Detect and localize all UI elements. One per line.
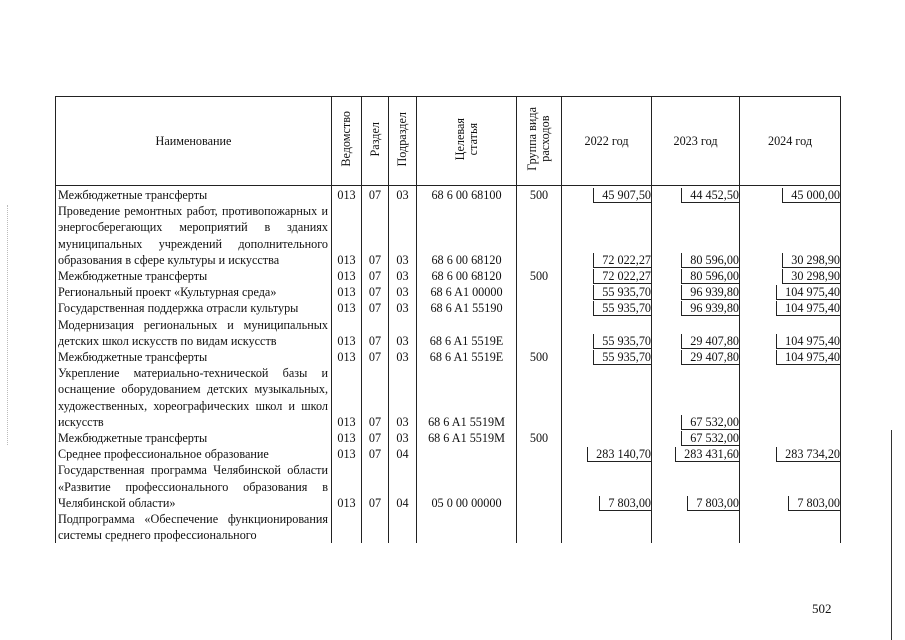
row-podrazdel: 03 (389, 317, 417, 349)
table-row (56, 430, 841, 446)
table-row (56, 284, 841, 300)
row-name: Подпрограмма «Обеспечение функционирования системы среднего профессионального (56, 511, 332, 543)
row-amount-2022 (562, 511, 652, 543)
row-expense-group: 500 (517, 349, 562, 365)
row-target-article: 68 6 A1 5519E (417, 317, 517, 349)
row-razdel: 07 (362, 365, 389, 430)
row-target-article: 68 6 A1 5519M (417, 365, 517, 430)
row-amount-2022 (562, 365, 652, 430)
table-row (56, 300, 841, 316)
row-expense-group (517, 511, 562, 543)
row-razdel (362, 511, 389, 543)
table-row (56, 268, 841, 284)
row-target-article: 68 6 00 68120 (417, 203, 517, 268)
row-amount-2024: 104 975,40 (740, 284, 841, 300)
row-amount-2022: 7 803,00 (562, 462, 652, 511)
row-amount-2022: 55 935,70 (562, 349, 652, 365)
row-expense-group (517, 203, 562, 268)
row-expense-group (517, 365, 562, 430)
header-razdel: Раздел (362, 97, 389, 186)
row-podrazdel: 03 (389, 365, 417, 430)
row-podrazdel: 03 (389, 203, 417, 268)
row-vedomstvo: 013 (332, 462, 362, 511)
row-amount-2022: 45 907,50 (562, 186, 652, 204)
row-amount-2024 (740, 365, 841, 430)
row-expense-group (517, 284, 562, 300)
row-razdel: 07 (362, 349, 389, 365)
row-name: Государственная программа Челябинской области «Развитие профессионального образования в Челябинской области» (56, 462, 332, 511)
row-amount-2024 (740, 430, 841, 446)
row-podrazdel: 04 (389, 462, 417, 511)
row-podrazdel: 03 (389, 268, 417, 284)
row-podrazdel: 03 (389, 284, 417, 300)
row-target-article: 05 0 00 00000 (417, 462, 517, 511)
row-target-article (417, 446, 517, 462)
row-name: Среднее профессиональное образование (56, 446, 332, 462)
row-expense-group (517, 446, 562, 462)
header-2023: 2023 год (652, 97, 740, 186)
row-amount-2024: 283 734,20 (740, 446, 841, 462)
row-vedomstvo: 013 (332, 349, 362, 365)
row-amount-2023: 80 596,00 (652, 268, 740, 284)
row-amount-2024: 30 298,90 (740, 268, 841, 284)
row-amount-2022: 72 022,27 (562, 203, 652, 268)
header-target-article: Целевая статья (417, 97, 517, 186)
budget-table (55, 96, 841, 543)
row-amount-2022 (562, 430, 652, 446)
row-vedomstvo: 013 (332, 203, 362, 268)
table-row (56, 349, 841, 365)
row-vedomstvo (332, 511, 362, 543)
row-target-article: 68 6 A1 5519E (417, 349, 517, 365)
row-target-article: 68 6 A1 55190 (417, 300, 517, 316)
table-row (56, 446, 841, 462)
scan-edge-line (891, 430, 892, 640)
row-target-article: 68 6 A1 00000 (417, 284, 517, 300)
scan-margin-dots (7, 205, 8, 445)
header-2024: 2024 год (740, 97, 841, 186)
row-amount-2024: 104 975,40 (740, 317, 841, 349)
row-name: Межбюджетные трансферты (56, 186, 332, 204)
header-2022: 2022 год (562, 97, 652, 186)
row-amount-2024: 7 803,00 (740, 462, 841, 511)
table-header-row (56, 97, 841, 186)
row-amount-2023: 67 532,00 (652, 365, 740, 430)
row-name: Проведение ремонтных работ, противопожарных и энергосберегающих мероприятий в зданиях муниципальных учреждений дополнительного образования в сфере культуры и искусства (56, 203, 332, 268)
header-vedomstvo: Ведомство (332, 97, 362, 186)
row-expense-group: 500 (517, 268, 562, 284)
row-amount-2023: 44 452,50 (652, 186, 740, 204)
row-target-article: 68 6 A1 5519M (417, 430, 517, 446)
row-vedomstvo: 013 (332, 317, 362, 349)
row-podrazdel (389, 511, 417, 543)
table-body (56, 186, 841, 544)
table-row (56, 186, 841, 204)
row-target-article: 68 6 00 68120 (417, 268, 517, 284)
row-name: Государственная поддержка отрасли культуры (56, 300, 332, 316)
header-expense-group: Группа вида расходов (517, 97, 562, 186)
row-name: Укрепление материально-технической базы и оснащение оборудованием детских музыкальных, художественных, хореографических школ и школ искусств (56, 365, 332, 430)
row-target-article (417, 511, 517, 543)
row-expense-group (517, 317, 562, 349)
table-row (56, 317, 841, 349)
row-expense-group: 500 (517, 430, 562, 446)
row-amount-2023: 29 407,80 (652, 317, 740, 349)
row-podrazdel: 03 (389, 186, 417, 204)
table-row (56, 203, 841, 268)
row-amount-2024: 30 298,90 (740, 203, 841, 268)
table-row (56, 462, 841, 511)
row-amount-2023: 96 939,80 (652, 300, 740, 316)
row-razdel: 07 (362, 268, 389, 284)
row-amount-2022: 55 935,70 (562, 317, 652, 349)
row-expense-group: 500 (517, 186, 562, 204)
table-row (56, 365, 841, 430)
row-name: Межбюджетные трансферты (56, 349, 332, 365)
row-name: Межбюджетные трансферты (56, 268, 332, 284)
row-podrazdel: 03 (389, 300, 417, 316)
row-razdel: 07 (362, 186, 389, 204)
row-razdel: 07 (362, 430, 389, 446)
row-name: Региональный проект «Культурная среда» (56, 284, 332, 300)
row-amount-2023: 29 407,80 (652, 349, 740, 365)
row-expense-group (517, 462, 562, 511)
row-razdel: 07 (362, 462, 389, 511)
row-razdel: 07 (362, 203, 389, 268)
row-amount-2024: 104 975,40 (740, 349, 841, 365)
row-amount-2022: 72 022,27 (562, 268, 652, 284)
row-vedomstvo: 013 (332, 284, 362, 300)
row-amount-2023 (652, 511, 740, 543)
row-target-article: 68 6 00 68100 (417, 186, 517, 204)
row-amount-2023: 96 939,80 (652, 284, 740, 300)
header-name: Наименование (56, 97, 332, 186)
row-podrazdel: 03 (389, 349, 417, 365)
row-podrazdel: 04 (389, 446, 417, 462)
row-amount-2022: 283 140,70 (562, 446, 652, 462)
row-vedomstvo: 013 (332, 268, 362, 284)
row-amount-2023: 80 596,00 (652, 203, 740, 268)
table-row (56, 511, 841, 543)
row-vedomstvo: 013 (332, 446, 362, 462)
row-podrazdel: 03 (389, 430, 417, 446)
row-amount-2022: 55 935,70 (562, 284, 652, 300)
row-name: Межбюджетные трансферты (56, 430, 332, 446)
row-amount-2023: 67 532,00 (652, 430, 740, 446)
row-vedomstvo: 013 (332, 300, 362, 316)
header-podrazdel: Подраздел (389, 97, 417, 186)
row-vedomstvo: 013 (332, 186, 362, 204)
row-amount-2022: 55 935,70 (562, 300, 652, 316)
row-razdel: 07 (362, 300, 389, 316)
row-amount-2023: 283 431,60 (652, 446, 740, 462)
row-amount-2024: 104 975,40 (740, 300, 841, 316)
page-number: 502 (812, 601, 832, 616)
row-razdel: 07 (362, 446, 389, 462)
row-razdel: 07 (362, 317, 389, 349)
row-vedomstvo: 013 (332, 365, 362, 430)
row-razdel: 07 (362, 284, 389, 300)
row-amount-2024 (740, 511, 841, 543)
row-amount-2024: 45 000,00 (740, 186, 841, 204)
row-expense-group (517, 300, 562, 316)
row-name: Модернизация региональных и муниципальных детских школ искусств по видам искусств (56, 317, 332, 349)
row-amount-2023: 7 803,00 (652, 462, 740, 511)
row-vedomstvo: 013 (332, 430, 362, 446)
